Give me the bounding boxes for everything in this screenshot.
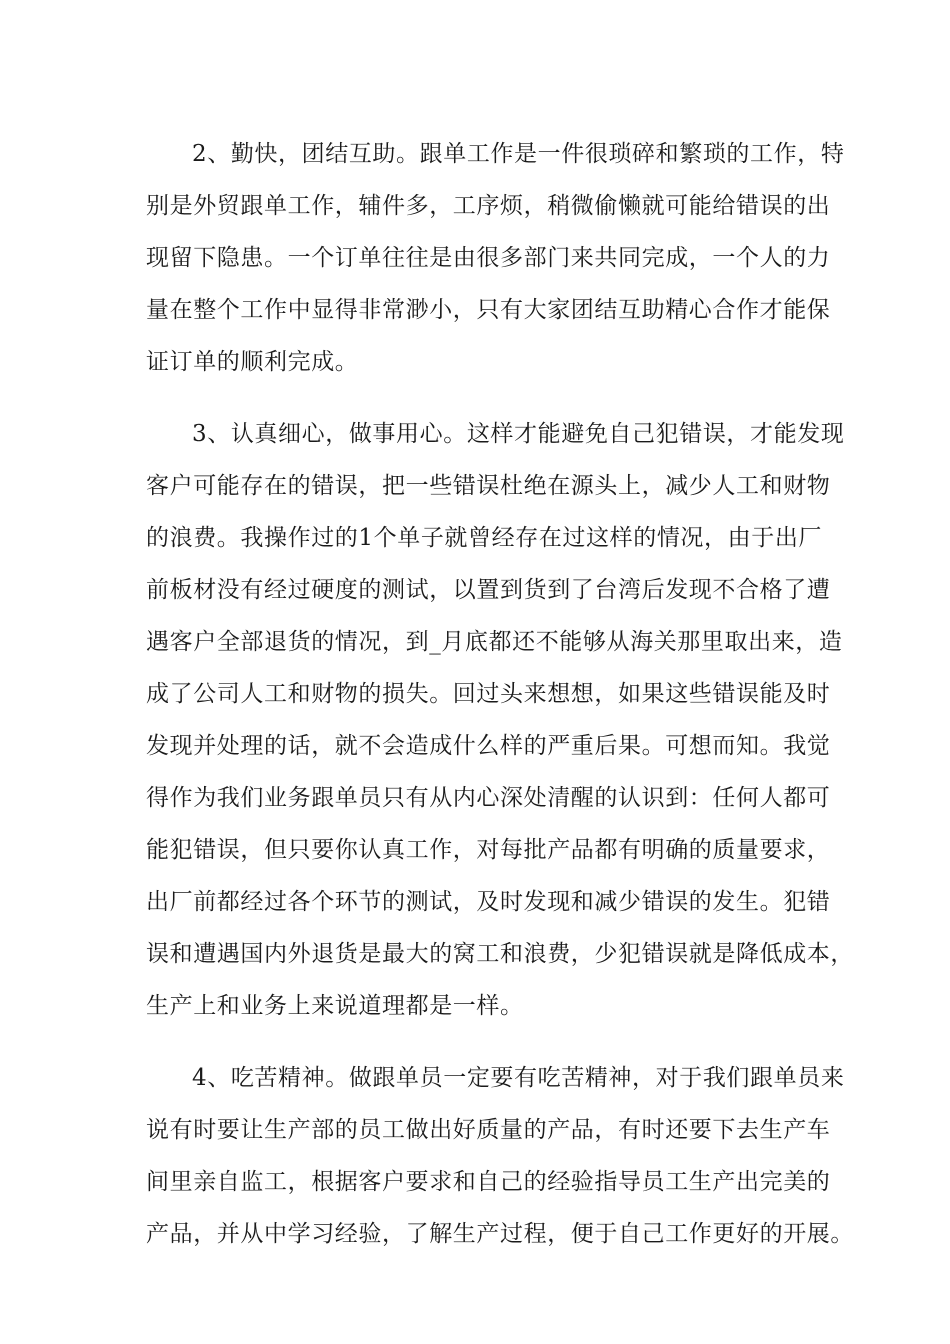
- text-line: 证订单的顺利完成。: [146, 349, 359, 375]
- text-line: 间里亲自监工，根据客户要求和自己的经验指导员工生产出完美的: [146, 1169, 831, 1195]
- text-line: 出厂前都经过各个环节的测试，及时发现和减少错误的发生。犯错: [146, 889, 831, 915]
- paragraph-spacer: [146, 1032, 806, 1052]
- text-line: 前板材没有经过硬度的测试，以置到货到了台湾后发现不合格了遭: [146, 577, 831, 603]
- paragraph-4-hardship: [146, 1052, 854, 1260]
- paragraph-2-diligence: [146, 128, 845, 388]
- text-line: 3、认真细心，做事用心。这样才能避免自己犯错误，才能发现: [192, 421, 845, 447]
- text-line: 误和遭遇国内外退货是最大的窝工和浪费，少犯错误就是降低成本，: [146, 941, 854, 967]
- text-line: 发现并处理的话，就不会造成什么样的严重后果。可想而知。我觉: [146, 733, 831, 759]
- text-line: 得作为我们业务跟单员只有从内心深处清醒的认识到：任何人都可: [146, 785, 831, 811]
- paragraph-3-carefulness: [146, 408, 854, 1032]
- text-line: 遇客户全部退货的情况，到_月底都还不能够从海关那里取出来，造: [146, 629, 843, 655]
- text-line: 说有时要让生产部的员工做出好质量的产品，有时还要下去生产车: [146, 1117, 831, 1143]
- text-line: 别是外贸跟单工作，辅件多，工序烦，稍微偷懒就可能给错误的出: [146, 193, 831, 219]
- text-line: 客户可能存在的错误，把一些错误杜绝在源头上，减少人工和财物: [146, 473, 831, 499]
- text-line: 的浪费。我操作过的1个单子就曾经存在过这样的情况，由于出厂: [146, 525, 823, 551]
- text-line: 2、勤快，团结互助。跟单工作是一件很琐碎和繁琐的工作，特: [192, 141, 845, 167]
- text-line: 产品，并从中学习经验，了解生产过程，便于自己工作更好的开展。: [146, 1221, 854, 1247]
- text-line: 成了公司人工和财物的损失。回过头来想想，如果这些错误能及时: [146, 681, 831, 707]
- document-body: [146, 128, 854, 1260]
- text-line: 量在整个工作中显得非常渺小，只有大家团结互助精心合作才能保: [146, 297, 831, 323]
- text-line: 能犯错误，但只要你认真工作，对每批产品都有明确的质量要求，: [146, 837, 831, 863]
- text-line: 现留下隐患。一个订单往往是由很多部门来共同完成，一个人的力: [146, 245, 831, 271]
- text-line: 生产上和业务上来说道理都是一样。: [146, 993, 524, 1019]
- paragraph-spacer: [146, 388, 806, 408]
- text-line: 4、吃苦精神。做跟单员一定要有吃苦精神，对于我们跟单员来: [192, 1065, 845, 1091]
